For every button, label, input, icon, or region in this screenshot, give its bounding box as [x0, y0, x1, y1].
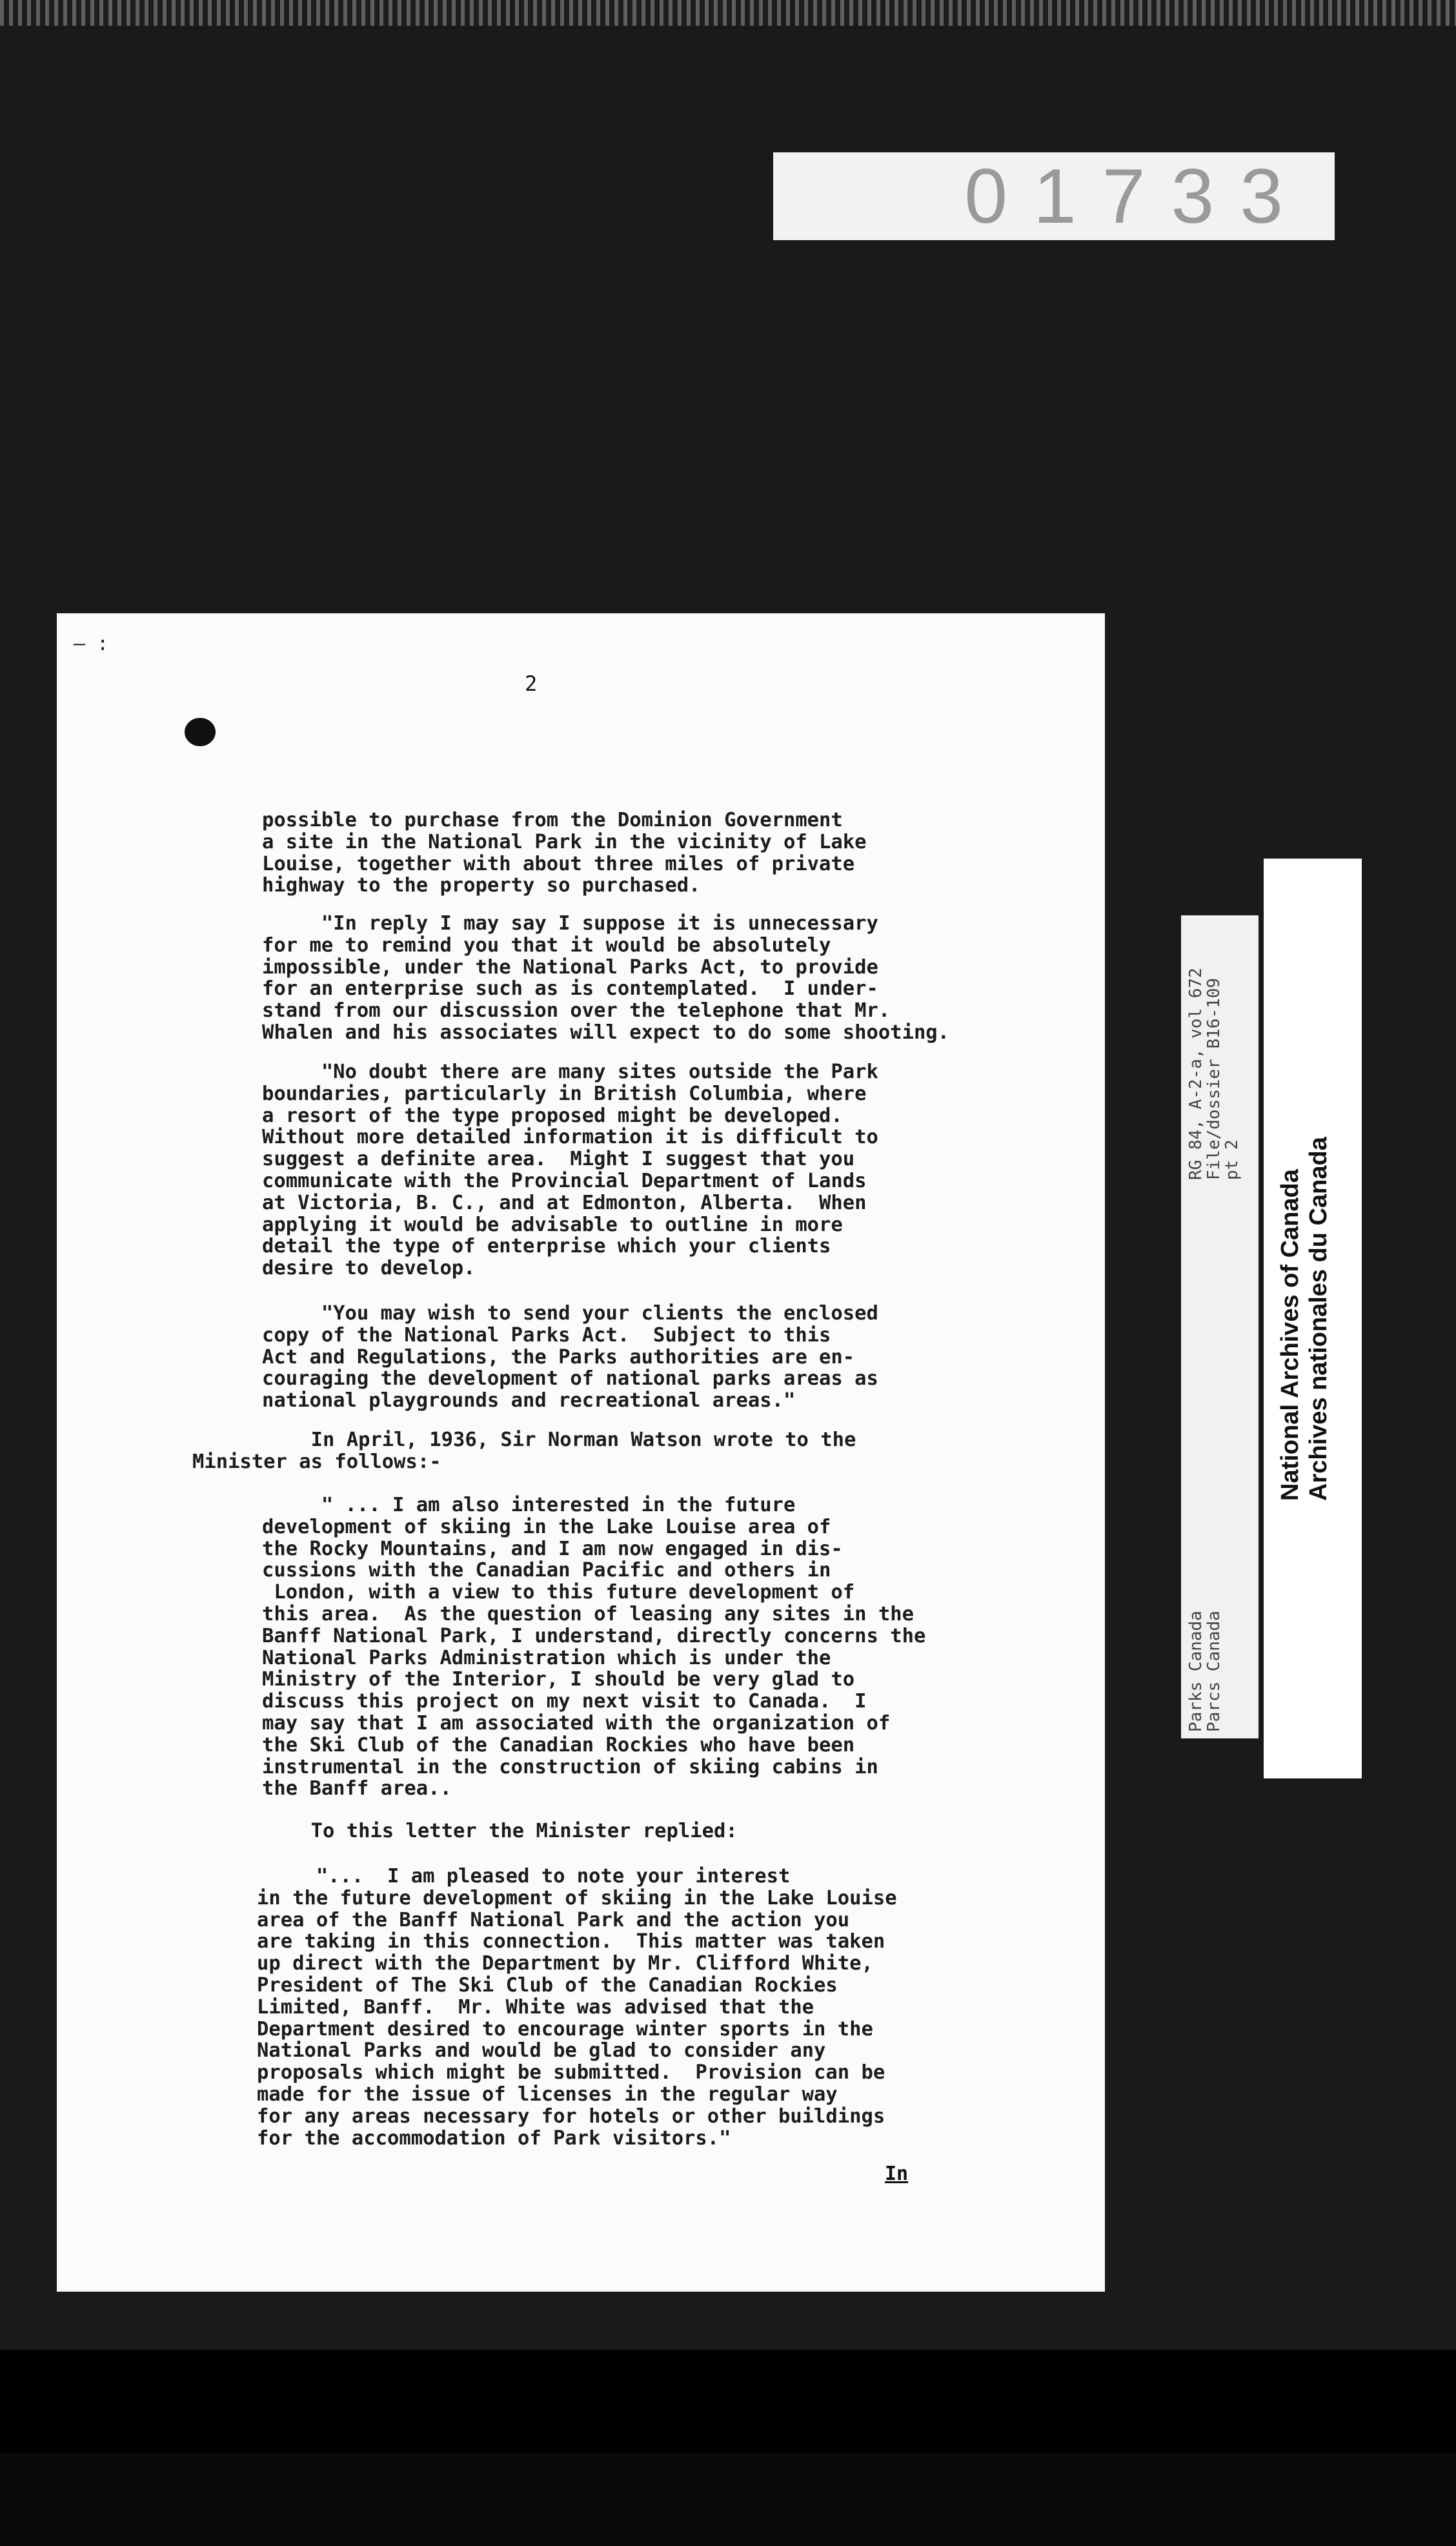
- archives-label: [1264, 859, 1362, 1778]
- archives-name-fr: Archives nationales du Canada: [1305, 1137, 1332, 1501]
- film-edge-top: [0, 0, 1456, 26]
- part-ref: pt 2: [1222, 1139, 1242, 1180]
- paragraph-2: "In reply I may say I suppose it is unnecessary for me to remind you that it would be absolutely impossible, under the National Parks Act, to provide for an enterprise such as is contemplated. I under- stand from our discussion over the telephone that Mr. Whalen and his associates will expect to do some shooting.: [262, 912, 950, 1044]
- parks-canada-en: Parks Canada: [1186, 1611, 1206, 1732]
- archives-name-en: National Archives of Canada: [1277, 1169, 1304, 1501]
- paragraph-5: In April, 1936, Sir Norman Watson wrote to the Minister as follows:-: [192, 1429, 856, 1473]
- record-group-ref: RG 84, A-2-a, vol 672: [1186, 968, 1206, 1180]
- parks-canada-label: [1181, 915, 1259, 1738]
- paragraph-1: possible to purchase from the Dominion Government a site in the National Park in the vicinity of Lake Louise, together with about three miles of private highway to the property so purchased.: [262, 809, 867, 897]
- paragraph-3: "No doubt there are many sites outside the Park boundaries, particularly in British Columbia, where a resort of the type proposed might be developed. Without more detailed information it is difficult to suggest a definite area. Might I suggest that you communicate with the Provincial Department of Lands at Victoria, B. C., and at Edmonton, Alberta. When applying it would be advisable to outline in more detail the type of enterprise which your clients desire to develop.: [262, 1061, 878, 1280]
- file-ref: File/dossier B16-109: [1204, 977, 1224, 1180]
- punch-hole: [185, 718, 216, 746]
- catchword: In: [885, 2163, 909, 2185]
- document-page: [57, 613, 1105, 2292]
- film-edge-border: [0, 2453, 1456, 2546]
- paragraph-8-quote: "... I am pleased to note your interest in the future development of skiing in the Lake Louise area of the Banff National Park and the action you are taking in this connection. This matter was taken up direct with the Department by Mr. Clifford White, President of The Ski Club of the Canadian Rockies Limited, Banff. Mr. White was advised that the Department desired to encourage winter sports in the National Parks and would be glad to consider any proposals which might be submitted. Provision can be made for the issue of licenses in the regular way for any areas necessary for hotels or other buildings for the accommodation of Park visitors.": [257, 1865, 897, 2150]
- paragraph-7: To this letter the Minister replied:: [192, 1820, 738, 1842]
- film-edge-bottom: [0, 2350, 1456, 2453]
- page-number: 2: [525, 671, 538, 696]
- parks-canada-fr: Parcs Canada: [1204, 1611, 1224, 1732]
- frame-number: 01733: [773, 152, 1335, 240]
- corner-mark: – :: [74, 633, 109, 655]
- paragraph-6-quote: " ... I am also interested in the future development of skiing in the Lake Louise area of the Rocky Mountains, and I am now engaged in dis- cussions with the Canadian Pacific and others in London, with a view to this future development of this area. As the question of leasing any sites in the Banff National Park, I understand, directly concerns the National Parks Administration which is under the Ministry of the Interior, I should be very glad to discuss this project on my next visit to Canada. I may say that I am associated with the organization of the Ski Club of the Canadian Rockies who have been instrumental in the construction of skiing cabins in the Banff area..: [262, 1494, 926, 1800]
- paragraph-4: "You may wish to send your clients the enclosed copy of the National Parks Act. Subject to this Act and Regulations, the Parks authorities are en- couraging the development of national parks areas as national playgrounds and recreational areas.": [262, 1302, 878, 1412]
